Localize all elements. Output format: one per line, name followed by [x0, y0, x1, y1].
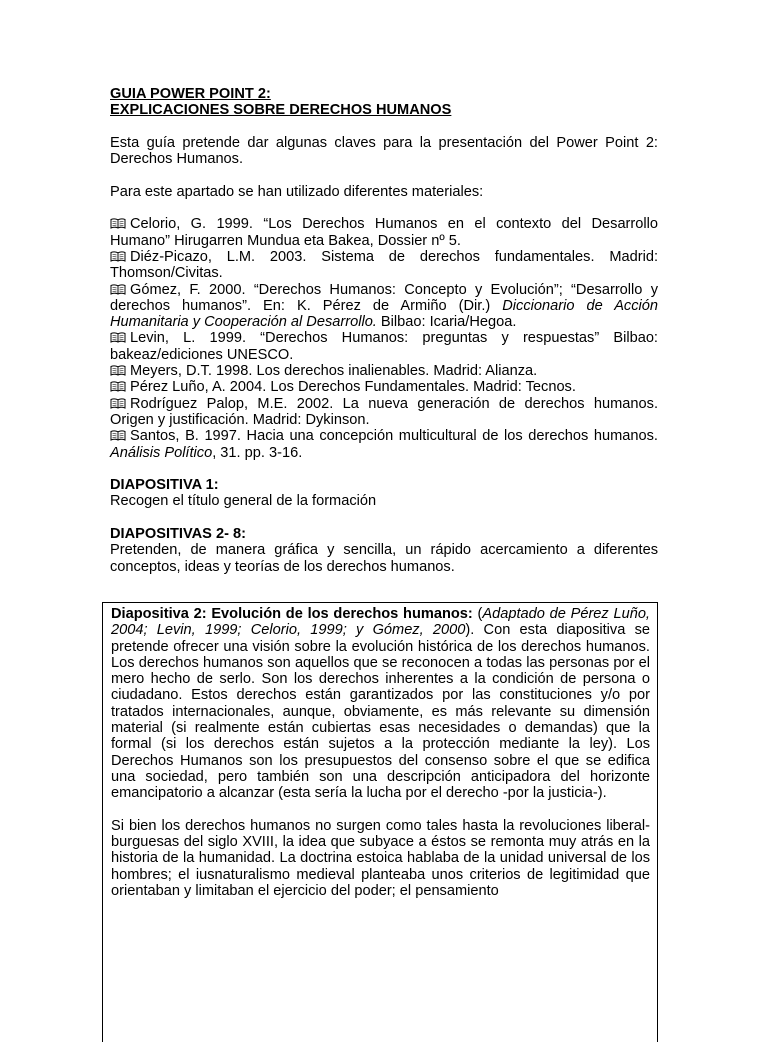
materials-intro: Para este apartado se han utilizado diferentes materiales: — [110, 183, 484, 200]
reference-text: Diéz-Picazo, L.M. 2003. Sistema de derechos fundamentales. Madrid: Thomson/Civitas. — [110, 248, 658, 282]
slide-1-heading: DIAPOSITIVA 1: — [110, 477, 219, 494]
reference-text: Celorio, G. 1999. “Los Derechos Humanos en el contexto del Desarrollo Humano” Hirugarren Mundua eta Bakea, Dossier nº 5. — [110, 216, 658, 249]
reference-item — [110, 216, 658, 249]
slide-2-source: Adaptado de Pérez Luño, 2004; Levin, 1999; Celorio, 1999; y Gómez, 2000 — [111, 606, 650, 639]
open-book-icon — [110, 398, 126, 409]
reference-item — [110, 282, 658, 331]
reference-italic-title: Diccionario de Acción Humanitaria y Cooperación al Desarrollo. — [110, 297, 658, 331]
reference-text: Gómez, F. 2000. “Derechos Humanos: Concepto y Evolución”; “Desarrollo y derechos humanos”. En: K. Pérez de Armiño (Dir.) — [110, 281, 658, 314]
reference-text: Rodríguez Palop, M.E. 2002. La nueva generación de derechos humanos. Origen y justificación. Madrid: Dykinson. — [110, 395, 658, 428]
slides-2-8-text: Pretenden, de manera gráfica y sencilla, un rápido acercamiento a diferentes conceptos, ideas y teorías de los derechos humanos. — [110, 542, 658, 575]
open-book-icon — [110, 332, 126, 343]
open-book-icon — [110, 365, 126, 376]
slide-2-paragraph-1-text: ). Con esta diapositiva se pretende ofrecer una visión sobre la evolución histórica de los derechos humanos. Los derechos humanos son aquellos que se reconocen a todas las personas por el mero hecho de serlo. Son los derechos inherentes a la condición de persona o ciudadano. Estos derechos están garantizados por las constituciones y/o por tratados internacionales, aunque, obviamente, es más relevante su dimensión material (si realmente están cubiertas esas necesidades o demandas) que la formal (si los derechos están sujetos a la protección mediante la ley). Los Derechos Humanos son los presupuestos del consenso sobre el que se edifica una sociedad, pero también son una descripción anticipadora del horizonte emancipatorio a alcanzar (esta sería la lucha por el derecho -por la justicia-). — [111, 622, 651, 802]
open-book-icon — [110, 430, 126, 441]
slide-1-text: Recogen el título general de la formación — [110, 493, 377, 510]
reference-list — [110, 216, 658, 460]
open-book-icon — [110, 381, 126, 392]
intro-paragraph: Esta guía pretende dar algunas claves para la presentación del Power Point 2: Derechos Humanos. — [110, 134, 658, 168]
reference-item — [110, 428, 658, 461]
reference-item — [110, 249, 658, 282]
reference-text: Pérez Luño, A. 2004. Los Derechos Fundamentales. Madrid: Tecnos. — [130, 379, 576, 396]
reference-item — [110, 396, 658, 429]
reference-item — [110, 379, 658, 395]
open-book-icon — [110, 284, 126, 295]
slide-2-paragraph-2: Si bien los derechos humanos no surgen como tales hasta la revoluciones liberal-burguesas del siglo XVIII, la idea que subyace a éstos se remonta muy atrás en la historia de la humanidad. La doctrina estoica hablaba de la unidad universal de los hombres; el iusnaturalismo medieval planteaba unos criterios de legitimidad que orientaban y limitaban el ejercicio del poder; el pensamiento — [111, 817, 650, 900]
reference-text-end: , 31. pp. 3-16. — [212, 444, 303, 461]
reference-item — [110, 330, 658, 363]
reference-text: Meyers, D.T. 1998. Los derechos inalienables. Madrid: Alianza. — [130, 363, 538, 380]
reference-item — [110, 363, 658, 379]
slides-2-8-heading: DIAPOSITIVAS 2- 8: — [110, 526, 246, 543]
slide-2-paragraph-1 — [111, 606, 650, 802]
reference-text-end: Bilbao: Icaria/Hegoa. — [376, 314, 517, 331]
document-page — [110, 86, 658, 575]
reference-text: Levin, L. 1999. “Derechos Humanos: preguntas y respuestas” Bilbao: bakeaz/ediciones UNESCO. — [110, 330, 658, 363]
document-title-line-2: EXPLICACIONES SOBRE DERECHOS HUMANOS — [110, 102, 452, 119]
open-book-icon — [110, 251, 126, 262]
slide-2-box — [102, 602, 658, 1042]
source-open-paren: ( — [472, 606, 483, 622]
reference-italic-title: Análisis Político — [110, 444, 213, 461]
document-title-line-1: GUIA POWER POINT 2: — [110, 86, 271, 102]
open-book-icon — [110, 218, 126, 229]
slide-2-heading: Diapositiva 2: Evolución de los derechos humanos: — [111, 606, 473, 622]
reference-text: Santos, B. 1997. Hacia una concepción multicultural de los derechos humanos. — [130, 428, 658, 445]
